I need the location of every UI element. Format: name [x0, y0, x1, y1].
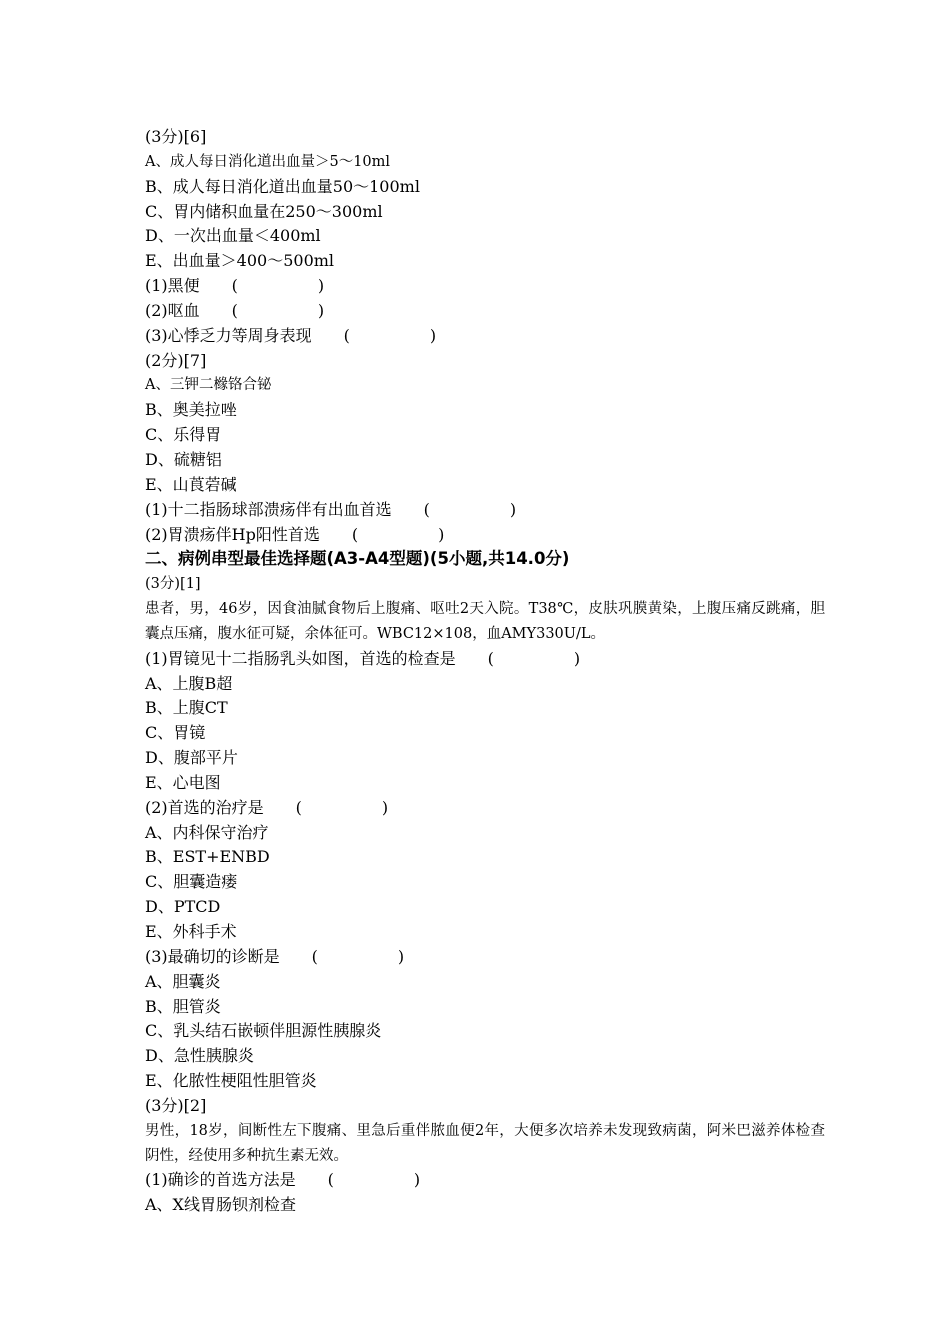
option-d: D、PTCD — [145, 897, 221, 917]
option-c: C、乳头结石嵌顿伴胆源性胰腺炎 — [145, 1021, 382, 1041]
option-b: B、成人每日消化道出血量50～100ml — [145, 176, 420, 196]
score-label: (3分)[2] — [145, 1095, 207, 1115]
option-a: A、成人每日消化道出血量＞5～10ml — [145, 153, 391, 170]
option-a: A、三钾二橼铬合铋 — [145, 377, 272, 394]
document-page — [145, 125, 825, 1218]
option-e: E、山莨菪碱 — [145, 474, 237, 494]
option-c: C、胃内储积血量在250～300ml — [145, 201, 383, 221]
section-heading: 二、病例串型最佳选择题(A3-A4型题)(5小题,共14.0分) — [145, 549, 570, 569]
question: (1)确诊的首选方法是 ( ) — [145, 1170, 421, 1190]
option-c: C、胃镜 — [145, 723, 206, 743]
option-d: D、急性胰腺炎 — [145, 1046, 254, 1066]
question: (1)黑便 ( ) — [145, 276, 325, 296]
score-label: (3分)[1] — [145, 576, 201, 593]
option-a: A、胆囊炎 — [145, 971, 221, 991]
question: (1)胃镜见十二指肠乳头如图，首选的检查是 ( ) — [145, 648, 581, 668]
option-b: B、EST+ENBD — [145, 847, 270, 867]
option-c: C、胆囊造瘘 — [145, 872, 238, 892]
question: (1)十二指肠球部溃疡伴有出血首选 ( ) — [145, 499, 517, 519]
case-stem: 患者，男，46岁，因食油腻食物后上腹痛、呕吐2天入院。T38℃，皮肤巩膜黄染，上腹压痛反跳痛，胆囊点压痛，腹水征可疑，余体征可。WBC12×108，血AMY330U/L。 — [145, 601, 825, 642]
option-c: C、乐得胃 — [145, 425, 222, 445]
option-b: B、奥美拉唑 — [145, 400, 237, 420]
option-a: A、上腹B超 — [145, 673, 233, 693]
score-label: (3分)[6] — [145, 127, 207, 146]
option-e: E、心电图 — [145, 772, 221, 792]
case-stem: 男性，18岁，间断性左下腹痛、里急后重伴脓血便2年，大便多次培养未发现致病菌，阿米巴滋养体检查阴性，经使用多种抗生素无效。 — [145, 1122, 825, 1164]
option-a: A、X线胃肠钡剂检查 — [145, 1195, 296, 1215]
option-b: B、胆管炎 — [145, 996, 221, 1016]
option-d: D、腹部平片 — [145, 748, 238, 768]
question: (2)首选的治疗是 ( ) — [145, 797, 389, 817]
option-e: E、化脓性梗阻性胆管炎 — [145, 1071, 317, 1091]
question: (3)心悸乏力等周身表现 ( ) — [145, 325, 437, 345]
option-e: E、外科手术 — [145, 922, 237, 941]
option-a: A、内科保守治疗 — [145, 822, 269, 842]
option-e: E、出血量＞400～500ml — [145, 251, 335, 271]
question: (2)呕血 ( ) — [145, 300, 325, 320]
question: (2)胃溃疡伴Hp阳性首选 ( ) — [145, 524, 445, 544]
score-label: (2分)[7] — [145, 350, 207, 370]
option-d: D、一次出血量＜400ml — [145, 226, 321, 246]
option-b: B、上腹CT — [145, 698, 228, 718]
question: (3)最确切的诊断是 ( ) — [145, 946, 405, 966]
option-d: D、硫糖铝 — [145, 449, 222, 469]
